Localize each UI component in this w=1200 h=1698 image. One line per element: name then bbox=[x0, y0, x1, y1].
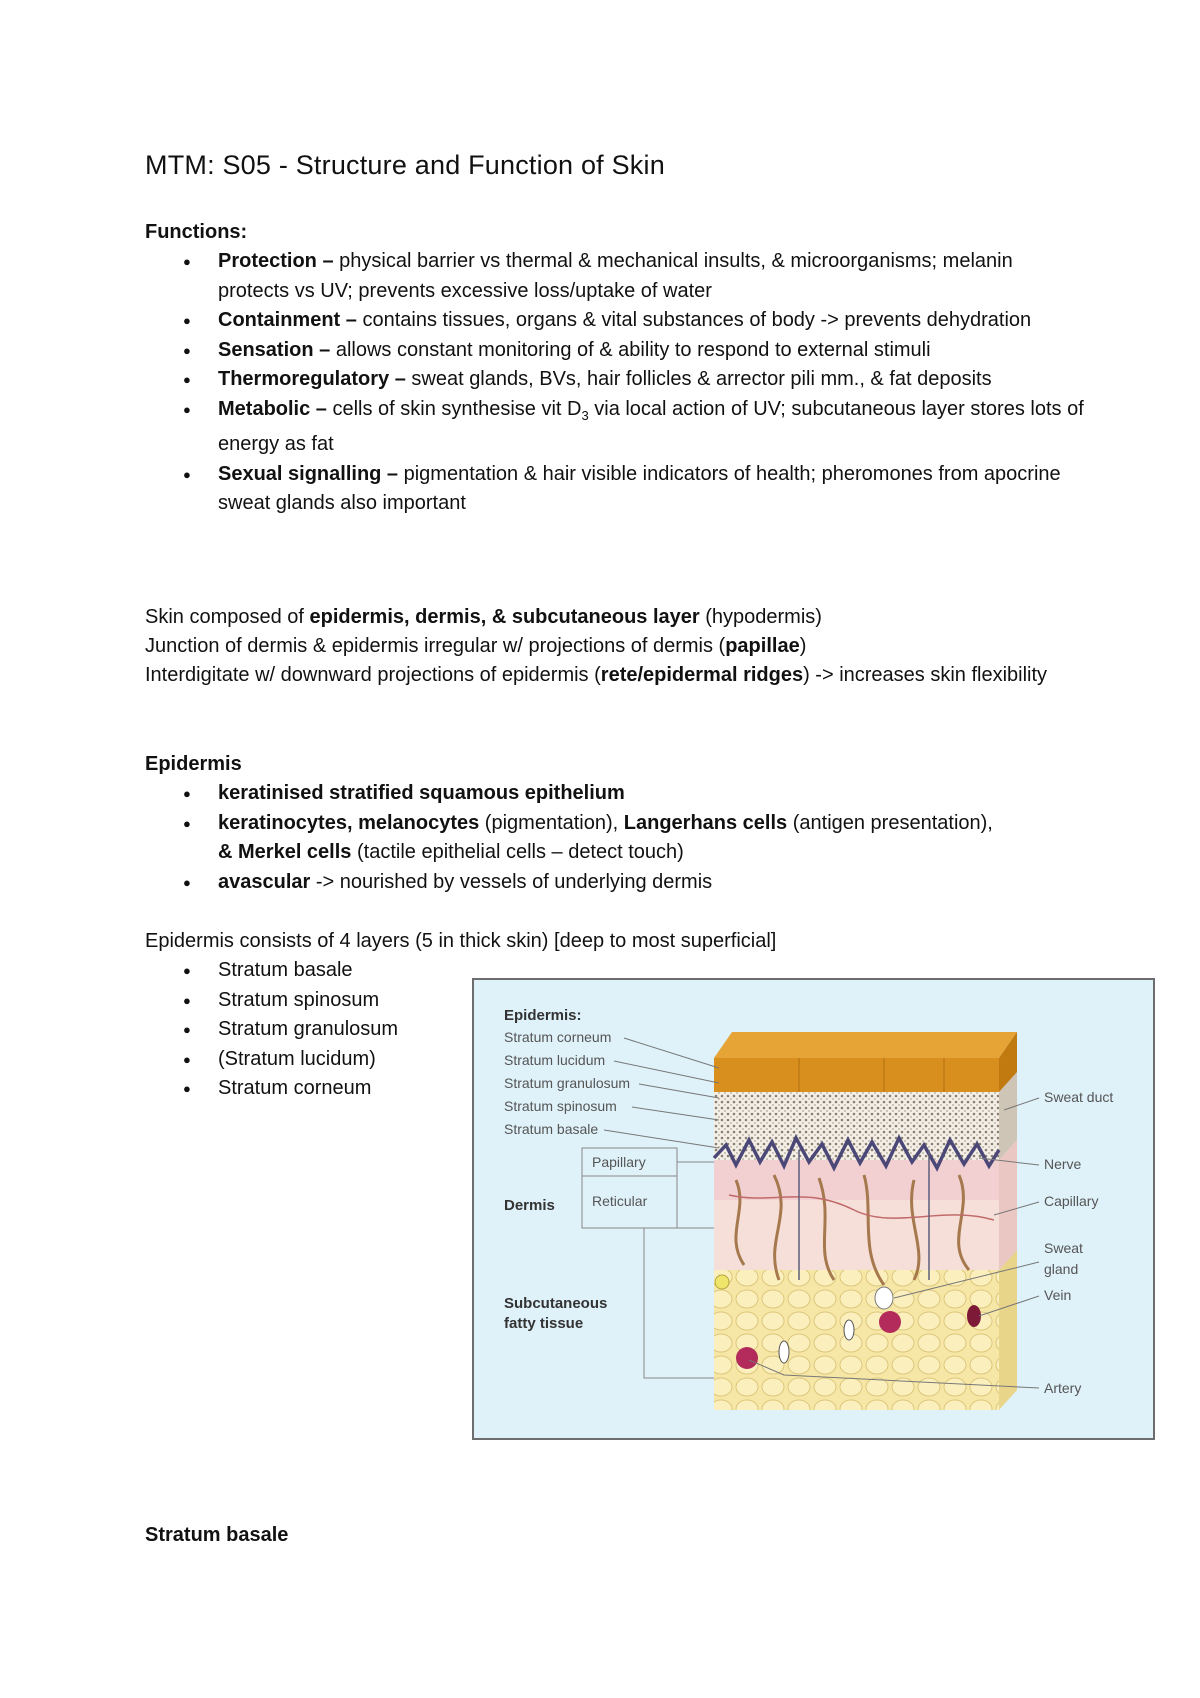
skin-diagram-svg bbox=[474, 980, 1153, 1438]
label-papillary: Papillary bbox=[592, 1154, 646, 1170]
label-subcutaneous-1: Subcutaneous bbox=[504, 1295, 608, 1312]
list-item: ● Stratum corneum bbox=[145, 1074, 445, 1104]
list-item: ● Protection – physical barrier vs thermal & mechanical insults, & microorganisms; melanin protects vs UV; prevents excessive loss/uptake of water bbox=[145, 247, 1085, 306]
label-dermis: Dermis bbox=[504, 1197, 555, 1214]
list-item: ● Sexual signalling – pigmentation & hair visible indicators of health; pheromones from apocrine sweat glands also important bbox=[145, 460, 1085, 519]
label-nerve: Nerve bbox=[1044, 1156, 1082, 1172]
composition-paragraph: Skin composed of epidermis, dermis, & subcutaneous layer (hypodermis) Junction of dermis & epidermis irregular w/ projections of dermis (papillae) Interdigitate w/ downward projections of epidermis (rete/epidermal ridges) -> increases skin flexibility bbox=[145, 606, 1048, 686]
list-item: ● keratinocytes, melanocytes (pigmentation), Langerhans cells (antigen presentation), & Merkel cells (tactile epithelial cells – detect touch) bbox=[145, 809, 1085, 868]
label-stratum-basale: Stratum basale bbox=[504, 1121, 599, 1137]
functions-heading: Functions: bbox=[145, 221, 248, 243]
list-item: ● Thermoregulatory – sweat glands, BVs, hair follicles & arrector pili mm., & fat deposits bbox=[145, 365, 1085, 395]
page-title: MTM: S05 - Structure and Function of Skin bbox=[145, 150, 665, 180]
label-stratum-lucidum: Stratum lucidum bbox=[504, 1052, 606, 1068]
list-item: ● Sensation – allows constant monitoring of & ability to respond to external stimuli bbox=[145, 336, 1085, 366]
label-artery: Artery bbox=[1044, 1380, 1082, 1396]
layers-intro: Epidermis consists of 4 layers (5 in thick skin) [deep to most superficial] bbox=[145, 930, 777, 952]
list-item: ● Containment – contains tissues, organs & vital substances of body -> prevents dehydration bbox=[145, 306, 1085, 336]
list-item: ● Stratum granulosum bbox=[145, 1015, 445, 1045]
list-item: ● Stratum basale bbox=[145, 956, 445, 986]
subcutaneous-layer bbox=[714, 1250, 1017, 1410]
skin-diagram bbox=[472, 978, 1155, 1440]
label-reticular: Reticular bbox=[592, 1193, 648, 1209]
label-subcutaneous-2: fatty tissue bbox=[504, 1315, 584, 1332]
functions-list bbox=[145, 247, 1085, 519]
epidermis-heading: Epidermis bbox=[145, 753, 242, 775]
label-gland: gland bbox=[1044, 1261, 1079, 1277]
epidermis-list bbox=[145, 779, 1085, 897]
label-stratum-spinosum: Stratum spinosum bbox=[504, 1098, 617, 1114]
stratum-corneum-slab bbox=[714, 1032, 1017, 1092]
label-sweat: Sweat bbox=[1044, 1240, 1083, 1256]
label-epidermis: Epidermis: bbox=[504, 1007, 582, 1024]
layers-list bbox=[145, 956, 445, 1104]
list-item: ● Metabolic – cells of skin synthesise vit $D_3$ via local action of UV; subcutaneous layer stores lots of energy as fat bbox=[145, 395, 1085, 460]
label-vein: Vein bbox=[1044, 1287, 1072, 1303]
list-item: ● Stratum spinosum bbox=[145, 986, 445, 1016]
list-item: ● avascular -> nourished by vessels of underlying dermis bbox=[145, 868, 1085, 898]
list-item: ● keratinised stratified squamous epithelium bbox=[145, 779, 1085, 809]
label-capillary: Capillary bbox=[1044, 1193, 1099, 1209]
label-sweat-duct: Sweat duct bbox=[1044, 1089, 1114, 1105]
list-item: ● (Stratum lucidum) bbox=[145, 1045, 445, 1075]
label-stratum-corneum: Stratum corneum bbox=[504, 1029, 612, 1045]
label-stratum-granulosum: Stratum granulosum bbox=[504, 1075, 631, 1091]
left-labels bbox=[504, 1007, 719, 1378]
section-heading-stratum-basale: Stratum basale bbox=[145, 1524, 289, 1546]
